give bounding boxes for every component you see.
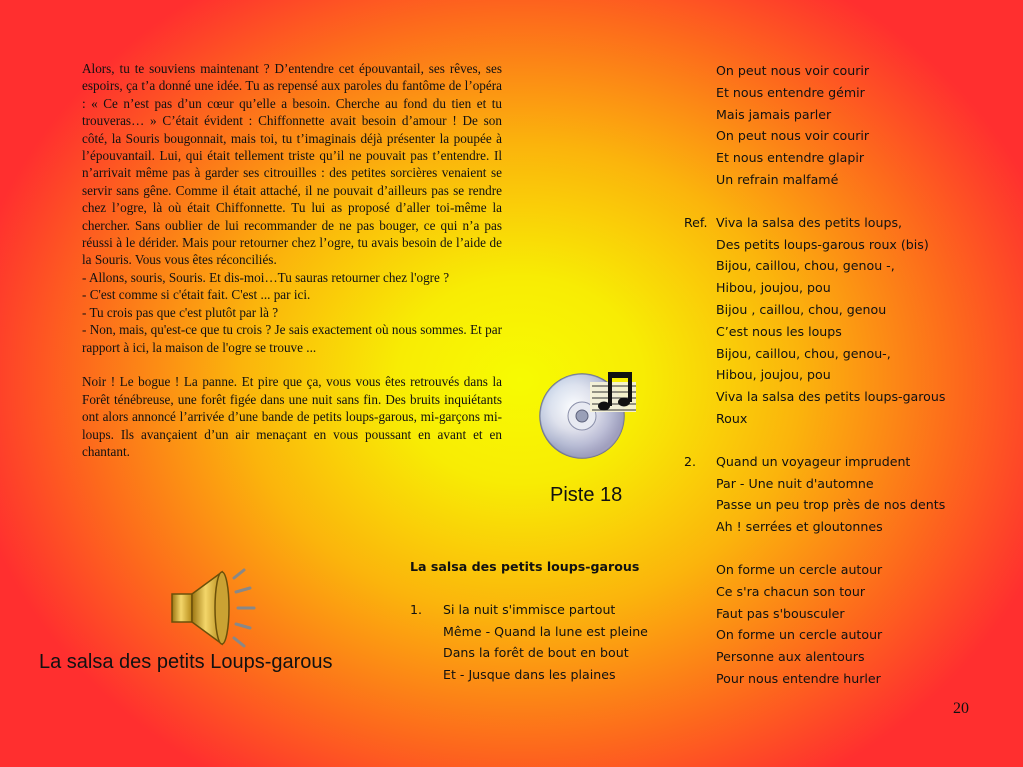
lyric-line: On peut nous voir courir <box>716 63 870 78</box>
lyric-line: Bijou , caillou, chou, genou <box>716 301 887 317</box>
lyric-line: Hibou, joujou, pou <box>716 367 831 383</box>
lyric-line: Bijou, caillou, chou, genou-, <box>716 345 891 361</box>
lyric-line: 2. Quand un voyageur imprudent <box>684 451 1014 473</box>
lyric-line: On forme un cercle autour <box>716 627 883 643</box>
song-lyrics-continued <box>684 60 1014 690</box>
lyric-line: Ref. Viva la salsa des petits loups, <box>684 212 1014 234</box>
story-paragraph: Noir ! Le bogue ! La panne. Et pire que ça, vous vous êtes retrouvés dans la Forêt ténébreuse, une forêt figée dans une nuit sans fin. Des bruits inquiétants ont alors annoncé l’arrivée d’une bande de petits loups-garous, mi-garçons mi-loups. Ils avançaient d’un air menaçant en vous poussant en avant et en chantant. <box>82 374 502 459</box>
page-number: 20 <box>953 700 969 717</box>
speaker-icon[interactable] <box>168 566 258 650</box>
verse-number: 1. <box>410 601 423 617</box>
lyric-line: Et nous entendre glapir <box>716 150 865 166</box>
lyric-line: Hibou, joujou, pou <box>716 280 831 296</box>
lyric-line: Ce s'ra chacun son tour <box>716 583 866 599</box>
story-paragraph: Alors, tu te souviens maintenant ? D’entendre cet épouvantail, ses rêves, ses espoirs, ça t’a donné une idée. Tu as repensé aux paroles du fantôme de l’opéra : « Ce n’est pas d’un cœur qu’elle a besoin. Cherche au fond du tien et tu trouveras… » C’était évident : Chiffonnette avait besoin d’amour ! De son côté, la Souris bougonnait, mais toi, tu t’imaginais déjà présenter la poupée à l’épouvantail. Lui, qui était tellement triste qu’il ne pouvait pas t’entendre. Il n’arrivait même pas à garder ses citrouilles : des petites sorcières venaient se servir sans gêne. Comme il était attaché, il ne pouvait d’ailleurs pas se rendre chez l’ogre, là où était Chiffonnette. Tu lui as proposé d’aller toi-même la chercher. Sans oublier de lui recommander de ne pas bouger, ce qui n’a pas réussi à le dérider. Mais pour retourner chez l’ogre, tu avais besoin de l’aide de la Souris. Vous vous êtes réconciliés. <box>82 61 502 268</box>
lyric-line: Par - Une nuit d'automne <box>716 475 874 491</box>
lyric-line: Ah ! serrées et gloutonnes <box>716 519 883 535</box>
lyric-line: 1. Si la nuit s'immisce partout <box>410 599 690 621</box>
lyric-line: Bijou, caillou, chou, genou -, <box>716 258 895 274</box>
lyric-line: Passe un peu trop près de nos dents <box>716 497 946 513</box>
lyric-line: Et nous entendre gémir <box>716 84 865 100</box>
lyric-line: Roux <box>716 410 748 426</box>
lyric-line: Mais jamais parler <box>716 106 832 122</box>
lyric-line: Viva la salsa des petits loups-garous <box>716 389 946 405</box>
verse-number: 2. <box>684 453 697 469</box>
lyric-line: Un refrain malfamé <box>716 171 839 187</box>
refrain-label: Ref. <box>684 214 708 230</box>
story-text <box>82 60 502 460</box>
lyric-line: Des petits loups-garous roux (bis) <box>716 236 929 252</box>
lyric-line: Même - Quand la lune est pleine <box>443 623 648 639</box>
lyric-line: Dans la forêt de bout en bout <box>443 645 629 661</box>
song-lyrics-start <box>410 556 690 686</box>
dialogue-line: - C'est comme si c'était fait. C'est ... par ici. <box>82 287 311 303</box>
lyric-line: Pour nous entendre hurler <box>716 670 881 686</box>
dialogue-line: - Allons, souris, Souris. Et dis-moi…Tu sauras retourner chez l'ogre ? <box>82 269 450 285</box>
dialogue-line: - Non, mais, qu'est-ce que tu crois ? Je sais exactement où nous sommes. Et par rapport à ici, la maison de l'ogre se trouve ... <box>82 322 502 355</box>
lyric-line: Personne aux alentours <box>716 649 865 665</box>
lyric-line: Faut pas s'bousculer <box>716 605 845 621</box>
lyric-line: On forme un cercle autour <box>716 561 883 577</box>
cd-music-icon[interactable] <box>538 368 648 463</box>
song-title: La salsa des petits loups-garous <box>410 559 640 574</box>
audio-title: La salsa des petits Loups-garous <box>39 651 333 673</box>
lyric-line: C’est nous les loups <box>716 323 842 339</box>
dialogue-line: - Tu crois pas que c'est plutôt par là ? <box>82 304 279 320</box>
lyric-line: Et - Jusque dans les plaines <box>443 667 616 683</box>
track-label: Piste 18 <box>550 484 623 506</box>
lyric-line: On peut nous voir courir <box>716 128 870 144</box>
